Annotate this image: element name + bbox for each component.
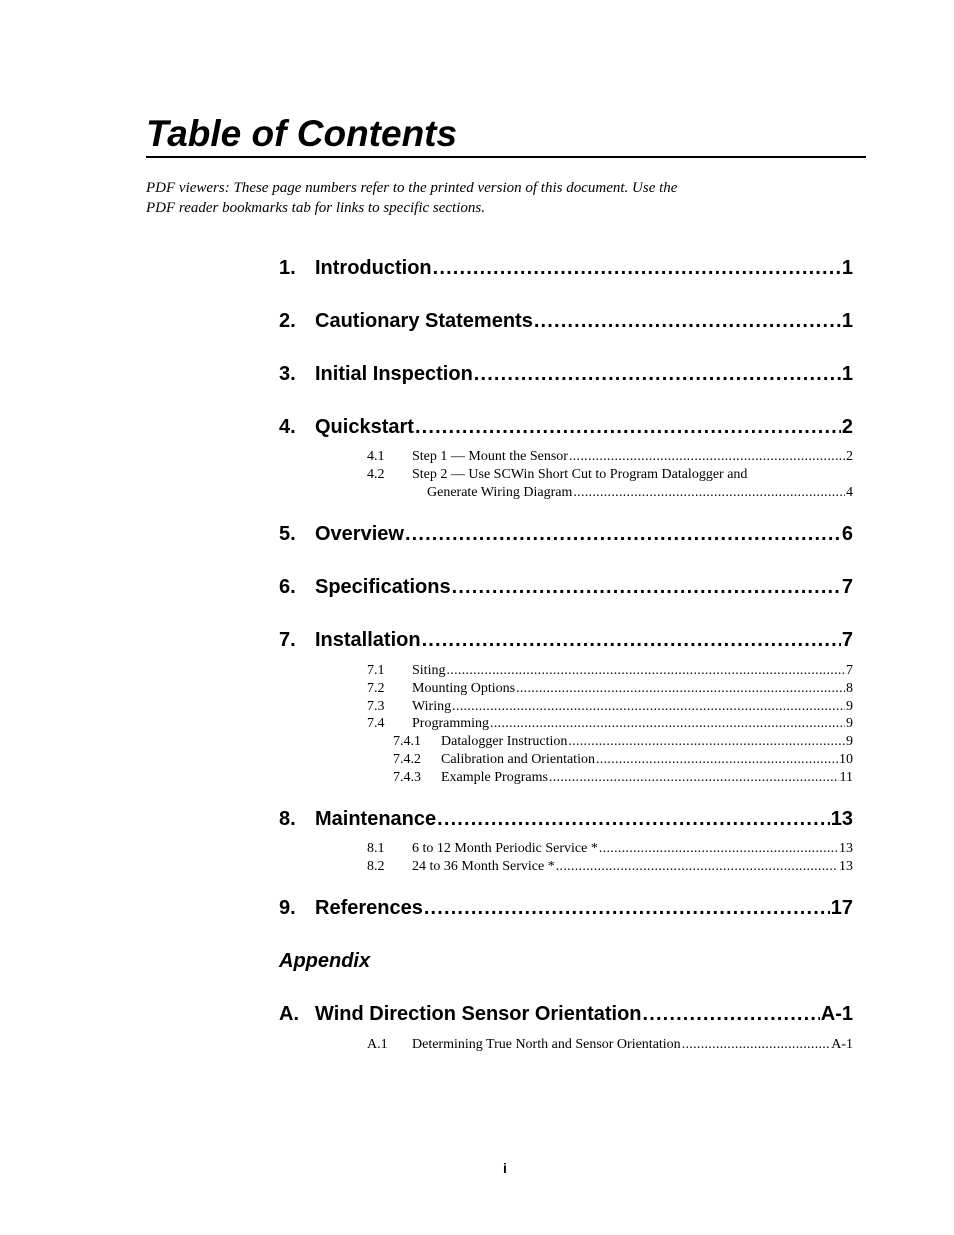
toc-subentry-8-2[interactable] (367, 858, 853, 876)
toc-subpage: 2 (846, 449, 853, 464)
toc-subnumber: 4.2 (367, 467, 385, 482)
toc-subnumber: 7.1 (367, 663, 385, 678)
toc-sublabel: 6 to 12 Month Periodic Service * (412, 841, 598, 856)
toc-page: 17 (830, 897, 853, 919)
dot-leader (433, 255, 841, 281)
toc-subnumber: 7.2 (367, 681, 385, 696)
dot-leader (452, 698, 845, 716)
toc-subnumber: 7.4.2 (393, 752, 421, 767)
toc-entry-cautionary-statements[interactable] (279, 308, 853, 334)
toc-subpage: 11 (839, 770, 853, 785)
page-title: Table of Contents (146, 113, 458, 154)
toc-label: Wind Direction Sensor Orientation (315, 1003, 642, 1025)
toc-entry-quickstart[interactable] (279, 414, 853, 440)
toc-number: 5. (279, 523, 296, 545)
toc-number: 2. (279, 310, 296, 332)
toc-subnumber: 7.3 (367, 699, 385, 714)
toc-subnumber: A.1 (367, 1037, 388, 1052)
dot-leader (568, 733, 845, 751)
toc-label: Introduction (315, 257, 432, 279)
dot-leader (415, 414, 841, 440)
toc-sublabel: Datalogger Instruction (441, 734, 568, 749)
dot-leader (682, 1036, 831, 1054)
toc-sublabel: Calibration and Orientation (441, 752, 595, 767)
dot-leader (422, 627, 841, 653)
toc-sublabel: Wiring (412, 699, 452, 714)
title-rule (146, 156, 866, 158)
toc-number: 6. (279, 576, 296, 598)
toc-subentry-4-2[interactable] (367, 466, 853, 502)
toc-number: 9. (279, 897, 296, 919)
toc-sublabel: Programming (412, 716, 489, 731)
note-line-2: PDF reader bookmarks tab for links to specific sections. (146, 200, 485, 216)
toc-label: Overview (315, 523, 404, 545)
toc-entry-maintenance[interactable] (279, 806, 853, 832)
toc-page: A-1 (820, 1003, 853, 1025)
toc-subentry-7-3[interactable] (367, 698, 853, 716)
toc-subpage: A-1 (831, 1037, 853, 1052)
toc-subentry-4-1[interactable] (367, 448, 853, 466)
toc-page: 1 (841, 363, 853, 385)
toc-number: 3. (279, 363, 296, 385)
toc-page: 1 (841, 310, 853, 332)
toc-sublabel: Example Programs (441, 770, 548, 785)
appendix-heading: Appendix (279, 950, 371, 972)
dot-leader (474, 361, 841, 387)
toc-label: Maintenance (315, 808, 437, 830)
toc-label: Installation (315, 629, 421, 651)
toc-subentry-8-1[interactable] (367, 840, 853, 858)
note-line-1: PDF viewers: These page numbers refer to the printed version of this document. Use the (146, 180, 678, 196)
toc-entry-initial-inspection[interactable] (279, 361, 853, 387)
dot-leader (643, 1001, 820, 1027)
dot-leader (516, 680, 845, 698)
toc-sublabel: Determining True North and Sensor Orientation (412, 1037, 681, 1052)
toc-subentry-7-4[interactable] (367, 715, 853, 733)
toc-subpage: 10 (839, 752, 853, 767)
toc-subentry-7-4-1[interactable] (393, 733, 853, 751)
toc-entry-installation[interactable] (279, 627, 853, 653)
toc-subpage: 4 (846, 485, 853, 500)
toc-number: A. (279, 1003, 299, 1025)
toc-page: 7 (841, 576, 853, 598)
toc-page: 6 (841, 523, 853, 545)
toc-subnumber: 8.1 (367, 841, 385, 856)
toc-entry-overview[interactable] (279, 521, 853, 547)
toc-sublabel: Siting (412, 663, 446, 678)
dot-leader (534, 308, 841, 334)
toc-subnumber: 8.2 (367, 859, 385, 874)
toc-label: Cautionary Statements (315, 310, 533, 332)
toc-number: 1. (279, 257, 296, 279)
dot-leader (596, 751, 838, 769)
page-number-footer: i (503, 1160, 507, 1176)
toc-subpage: 9 (846, 699, 853, 714)
toc-sublabel-line2: Generate Wiring Diagram (427, 485, 573, 500)
toc-number: 7. (279, 629, 296, 651)
dot-leader (452, 574, 841, 600)
toc-number: 4. (279, 416, 296, 438)
toc-label: Initial Inspection (315, 363, 473, 385)
toc-entry-introduction[interactable] (279, 255, 853, 281)
dot-leader (405, 521, 841, 547)
toc-number: 8. (279, 808, 296, 830)
toc-sublabel-line1: Step 2 — Use SCWin Short Cut to Program Datalogger and (412, 467, 748, 482)
toc-subnumber: 7.4.3 (393, 770, 421, 785)
dot-leader (490, 715, 845, 733)
toc-subentry-7-2[interactable] (367, 680, 853, 698)
dot-leader (556, 858, 838, 876)
dot-leader (437, 806, 830, 832)
toc-subpage: 13 (839, 841, 853, 856)
toc-page: 7 (841, 629, 853, 651)
toc-subpage: 9 (846, 734, 853, 749)
toc-subpage: 8 (846, 681, 853, 696)
toc-sublabel: 24 to 36 Month Service * (412, 859, 555, 874)
toc-subentry-7-4-3[interactable] (393, 769, 853, 787)
toc-page: 2 (841, 416, 853, 438)
toc-subpage: 9 (846, 716, 853, 731)
toc-subentry-7-4-2[interactable] (393, 751, 853, 769)
toc-page: 1 (841, 257, 853, 279)
toc-subentry-7-1[interactable] (367, 662, 853, 680)
toc-label: Specifications (315, 576, 451, 598)
toc-subentry-a-1[interactable] (367, 1036, 853, 1054)
toc-sublabel: Step 1 — Mount the Sensor (412, 449, 568, 464)
toc-entry-references[interactable] (279, 895, 853, 921)
dot-leader (446, 662, 845, 680)
dot-leader (599, 840, 838, 858)
dot-leader (569, 448, 845, 466)
toc-page: 13 (830, 808, 853, 830)
toc-subnumber: 7.4.1 (393, 734, 421, 749)
toc-entry-specifications[interactable] (279, 574, 853, 600)
toc-label: Quickstart (315, 416, 414, 438)
toc-sublabel: Mounting Options (412, 681, 516, 696)
toc-label: References (315, 897, 423, 919)
dot-leader (549, 769, 839, 787)
pdf-viewer-note (146, 178, 846, 218)
toc-subpage: 13 (839, 859, 853, 874)
toc-subnumber: 4.1 (367, 449, 385, 464)
toc-subpage: 7 (846, 663, 853, 678)
dot-leader (424, 895, 830, 921)
dot-leader (573, 484, 845, 502)
toc-subnumber: 7.4 (367, 716, 385, 731)
toc-entry-wind-direction-orientation[interactable] (279, 1001, 853, 1027)
